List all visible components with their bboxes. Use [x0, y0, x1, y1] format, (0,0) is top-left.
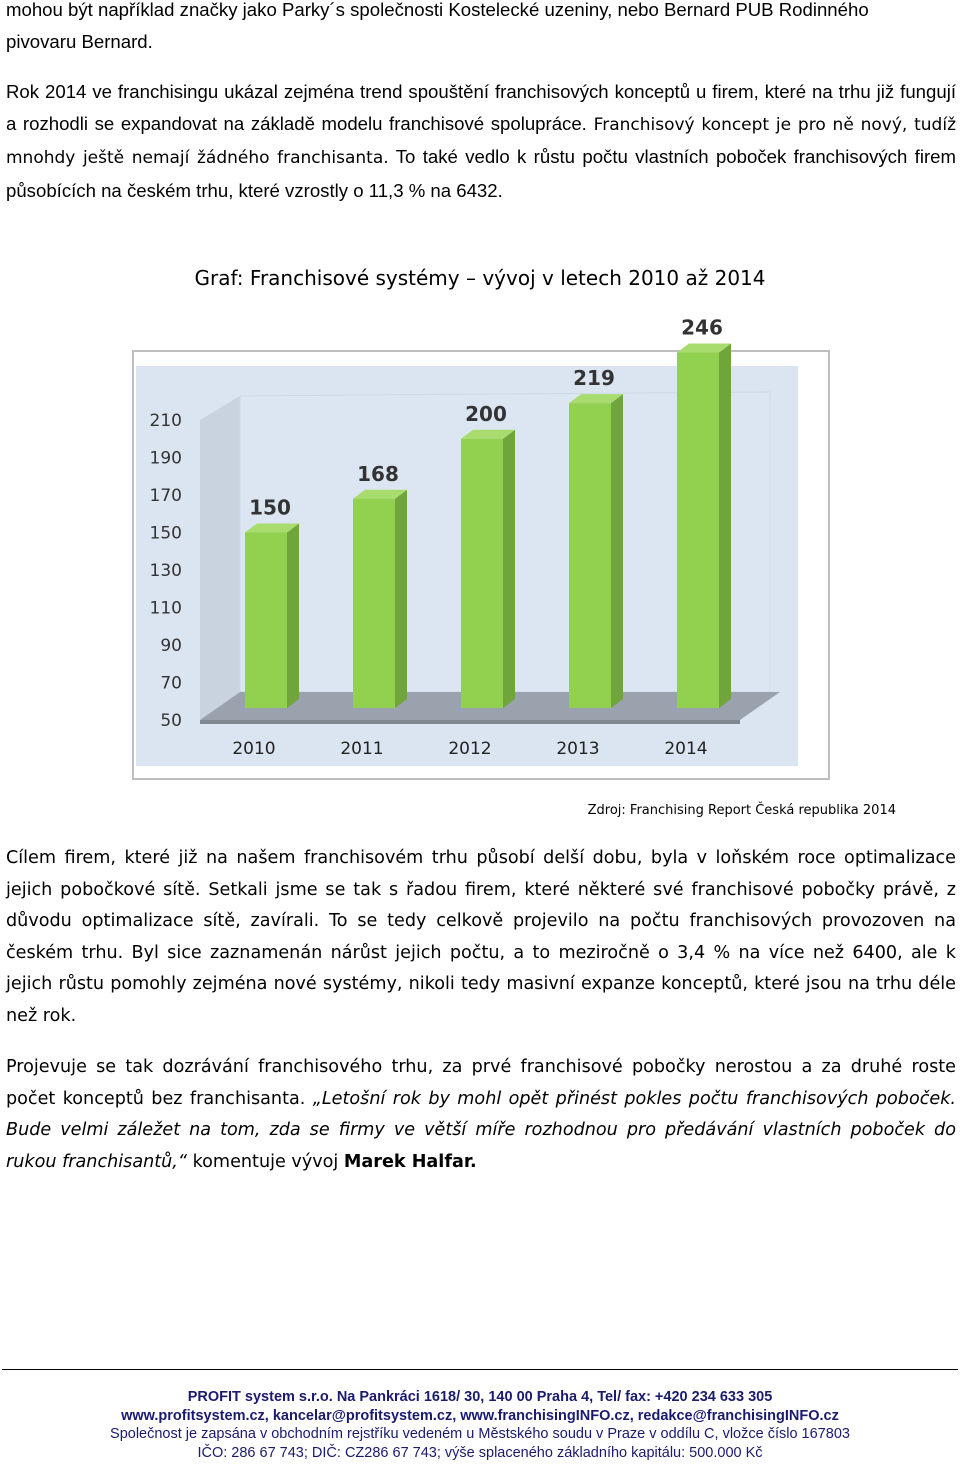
bar	[353, 499, 395, 708]
y-tick-label: 130	[149, 561, 182, 581]
x-tick-label: 2013	[556, 739, 600, 759]
data-label: 246	[681, 315, 723, 340]
bar-chart	[132, 315, 830, 780]
bar	[461, 439, 503, 708]
bar-side	[719, 344, 731, 709]
footer-company	[0, 1388, 960, 1407]
intro-paragraph	[6, 0, 956, 57]
paragraph-maturation	[6, 1052, 956, 1178]
footer-divider	[2, 1369, 958, 1370]
chart-floor-edge	[200, 720, 740, 724]
side-wall	[200, 396, 240, 720]
data-label: 200	[465, 401, 507, 426]
y-tick-label: 90	[160, 636, 182, 656]
data-label: 150	[249, 495, 291, 520]
data-label: 219	[573, 366, 615, 391]
x-tick-label: 2012	[448, 739, 492, 759]
intro-line-1: mohou být například značky jako Parky´s společnosti Kostelecké uzeniny, nebo Bernard PUB Rodinného	[6, 0, 869, 20]
footer-links	[0, 1407, 960, 1426]
bar-side	[395, 490, 407, 708]
y-tick-label: 70	[160, 673, 182, 694]
bar-side	[503, 430, 515, 708]
data-label: 168	[357, 461, 399, 486]
paragraph-trend-part1: Rok 2014 ve franchisingu ukázal zejména trend spouštění franchisových konceptů u firem, které na trhu již fungují a rozhodli se expandovat na základě modelu franchisové spolupráce.	[6, 81, 956, 134]
author-name: Marek Halfar.	[343, 1151, 477, 1172]
y-tick-label: 190	[149, 448, 182, 469]
y-tick-label: 110	[149, 598, 182, 619]
footer-line-2: www.profitsystem.cz, kancelar@profitsystem.cz, www.franchisingINFO.cz, redakce@franchisingINFO.cz	[121, 1407, 839, 1424]
x-tick-label: 2010	[232, 739, 276, 759]
bar-side	[611, 394, 623, 708]
paragraph-optimization: Cílem firem, které již na našem franchisovém trhu působí delší dobu, byla v loňském roce optimalizace jejich pobočkové sítě. Setkali jsme se tak s řadou firem, které některé své franchisové pobočky právě, z důvodu optimalizace sítě, zavírali. To se tedy celkově projevilo na počtu franchisových provozoven na českém trhu. Byl sice zaznamenán nárůst jejich počtu, a to meziročně o 3,4 % na více než 6400, ale k jejich růstu pomohly zejména nové systémy, nikoli tedy masivní expanze konceptů, které jsou na trhu déle než rok.	[6, 848, 956, 1026]
y-tick-label: 170	[149, 486, 182, 506]
quote: „Letošní rok by mohl opět přinést pokles počtu franchisových poboček. Bude velmi záležet na tom, zda se firmy ve větší míře rozhodnou pro předávání vlastních poboček do rukou franchisantů,“	[6, 1088, 956, 1172]
footer-line-1: PROFIT system s.r.o. Na Pankráci 1618/ 30, 140 00 Praha 4, Tel/ fax: +420 234 633 305	[187, 1389, 773, 1405]
footer	[0, 1388, 960, 1462]
bar-side	[287, 524, 299, 709]
footer-registration: Společnost je zapsána v obchodním rejstříku vedeném u Městského soudu v Praze v oddílu C, vložce číslo 167803	[110, 1426, 850, 1442]
chart-title: Graf: Franchisové systémy – vývoj v letech 2010 až 2014	[194, 266, 766, 290]
bar	[569, 403, 611, 708]
y-tick-label: 50	[160, 711, 182, 731]
paragraph-trend-part3: To také vedlo k růstu počtu vlastních poboček franchisových firem působících na českém trhu, které vzrostly o 11,3 % na 6432.	[6, 146, 956, 201]
paragraph-maturation-text: Projevuje se tak dozrávání franchisového trhu, za prvé franchisové pobočky nerostou a za druhé roste počet konceptů bez franchisanta.	[6, 1057, 956, 1109]
paragraph-maturation-tail: komentuje vývoj	[187, 1151, 344, 1172]
bar	[245, 533, 287, 709]
x-tick-label: 2011	[340, 739, 384, 759]
intro-line-2: pivovaru Bernard.	[6, 30, 153, 52]
paragraph-trend-part2: Franchisový koncept je pro ně nový, tudíž mnohdy ještě nemají žádného franchisanta.	[6, 114, 956, 168]
y-tick-label: 210	[149, 411, 182, 431]
footer-ids: IČO: 286 67 743; DIČ: CZ286 67 743; výše splaceného základního kapitálu: 500.000 Kč	[197, 1444, 763, 1461]
chart-source: Zdroj: Franchising Report Česká republika 2014	[587, 803, 896, 818]
y-tick-label: 150	[149, 523, 182, 544]
bar	[677, 353, 719, 709]
x-tick-label: 2014	[664, 739, 708, 759]
paragraph-trend	[6, 76, 956, 206]
